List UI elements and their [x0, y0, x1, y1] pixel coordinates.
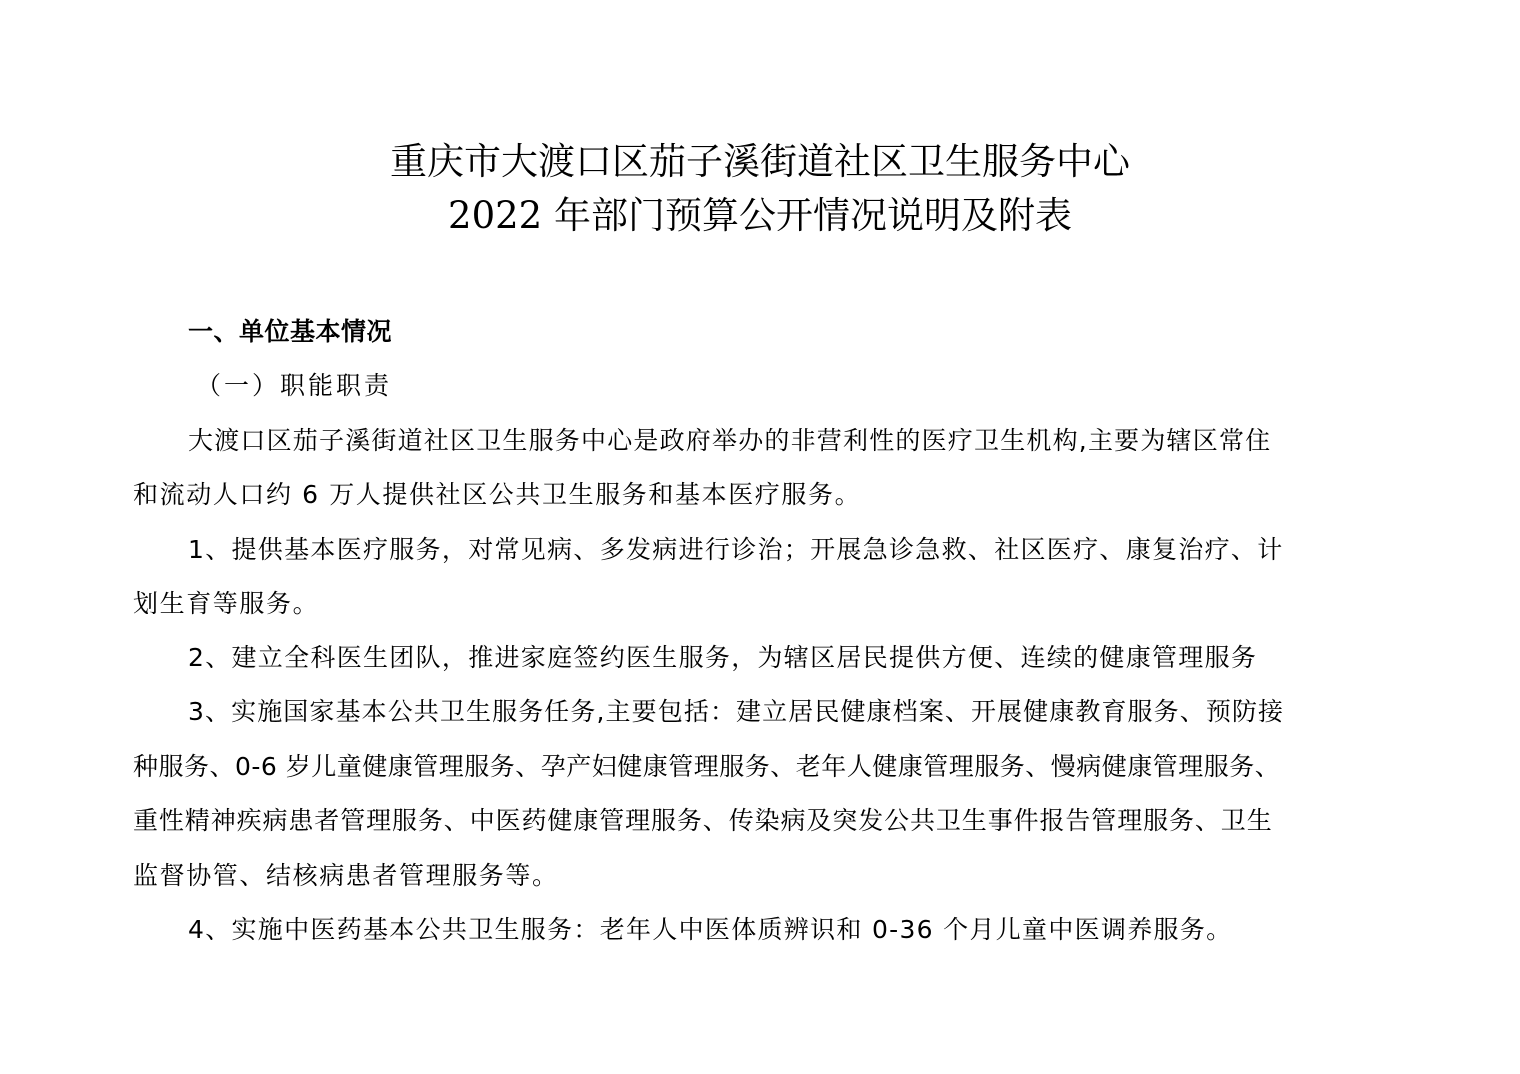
- item1-line-1: 1、提供基本医疗服务，对常见病、多发病进行诊治；开展急诊急救、社区医疗、康复治疗、计: [188, 535, 1284, 564]
- intro-line-2: 和流动人口约 6 万人提供社区公共卫生服务和基本医疗服务。: [133, 480, 862, 509]
- document-title: [0, 135, 1520, 243]
- section-heading: 一、单位基本情况: [188, 317, 393, 346]
- title-line-1: 重庆市大渡口区茄子溪街道社区卫生服务中心: [390, 140, 1130, 183]
- item1-line-2: 划生育等服务。: [133, 589, 320, 618]
- item2-line-1: 2、建立全科医生团队，推进家庭签约医生服务，为辖区居民提供方便、连续的健康管理服务: [188, 643, 1258, 672]
- item3-line-2: 种服务、0-6 岁儿童健康管理服务、孕产妇健康管理服务、老年人健康管理服务、慢病健康管理服务、: [133, 752, 1281, 781]
- intro-line-1: 大渡口区茄子溪街道社区卫生服务中心是政府举办的非营利性的医疗卫生机构,主要为辖区常住: [188, 426, 1272, 455]
- item4-line-1: 4、实施中医药基本公共卫生服务：老年人中医体质辨识和 0-36 个月儿童中医调养服务。: [188, 915, 1233, 944]
- item3-line-4: 监督协管、结核病患者管理服务等。: [133, 861, 559, 890]
- title-line-2: 2022 年部门预算公开情况说明及附表: [448, 194, 1072, 237]
- item3-line-1: 3、实施国家基本公共卫生服务任务,主要包括：建立居民健康档案、开展健康教育服务、预防接: [188, 697, 1285, 726]
- subsection-heading: （一）职能职责: [196, 371, 393, 400]
- item3-line-3: 重性精神疾病患者管理服务、中医药健康管理服务、传染病及突发公共卫生事件报告管理服务、卫生: [133, 806, 1273, 835]
